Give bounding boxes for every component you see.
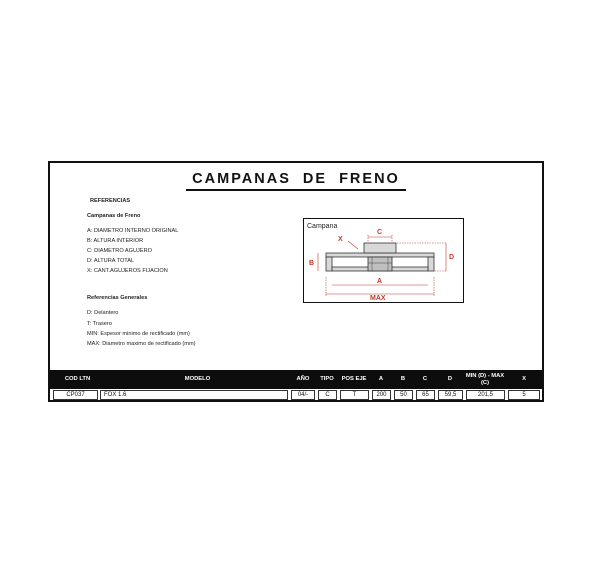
cell-ano: 04/-	[291, 390, 315, 400]
col-header: MIN (D) - MAX (C)	[465, 373, 505, 386]
cell-b: 50	[394, 390, 413, 400]
general-item: T: Trasero	[87, 321, 112, 327]
cell-x: 5	[508, 390, 540, 400]
col-header: MODELO	[184, 376, 211, 383]
dim-b-label: B	[309, 260, 315, 267]
col-header: TIPO	[320, 376, 334, 383]
cell-min-max: 201,5	[466, 390, 505, 400]
cell-c: 65	[416, 390, 435, 400]
reference-item: D: ALTURA TOTAL	[87, 258, 135, 264]
diagram-label: Campana	[307, 223, 338, 230]
generales-heading: Referencias Generales	[87, 295, 148, 301]
brake-drum-drawing	[304, 219, 462, 301]
referencias-heading: REFERENCIAS	[90, 198, 131, 204]
col-header: COD LTN	[64, 376, 91, 383]
page-title-wrap	[50, 170, 542, 191]
general-item: MIN: Espesor minimo de rectificado (mm)	[87, 331, 190, 337]
drum-section	[326, 243, 434, 271]
reference-item: A: DIAMETRO INTERNO ORIGINAL	[87, 228, 179, 234]
general-item: MAX: Diametro maximo de rectificado (mm)	[87, 341, 196, 347]
col-header: A	[378, 376, 384, 383]
dim-d-label: D	[449, 254, 455, 261]
referencias-subheading: Campanas de Freno	[87, 213, 141, 219]
reference-item: B: ALTURA INTERIOR	[87, 238, 144, 244]
general-item: D: Delantero	[87, 310, 119, 316]
col-header: D	[447, 376, 453, 383]
cell-tipo: C	[318, 390, 337, 400]
col-header: B	[400, 376, 406, 383]
page-title: CAMPANAS DE FRENO	[186, 171, 406, 191]
dim-c-label: C	[377, 229, 383, 236]
cell-d: 59,5	[438, 390, 463, 400]
reference-item: C: DIAMETRO AGUJERO	[87, 248, 152, 254]
dim-max-label: MAX	[370, 295, 386, 301]
col-header: C	[422, 376, 428, 383]
cell-pos-eje: T	[340, 390, 369, 400]
col-header: X	[522, 376, 526, 383]
table-row	[50, 389, 542, 400]
cell-modelo: FOX 1.6	[100, 390, 288, 400]
cell-a: 200	[372, 390, 391, 400]
col-header: POS EJE	[341, 376, 367, 383]
reference-item: X: CANT.AGUJEROS FIJACION	[87, 268, 168, 274]
catalog-sheet	[48, 161, 544, 402]
brake-drum-diagram	[303, 218, 464, 303]
dim-a-label: A	[377, 278, 383, 285]
table-header	[50, 370, 542, 389]
col-header: AÑO	[296, 376, 310, 383]
cell-cod: CP037	[53, 390, 98, 400]
dim-x-label: X	[338, 236, 343, 243]
